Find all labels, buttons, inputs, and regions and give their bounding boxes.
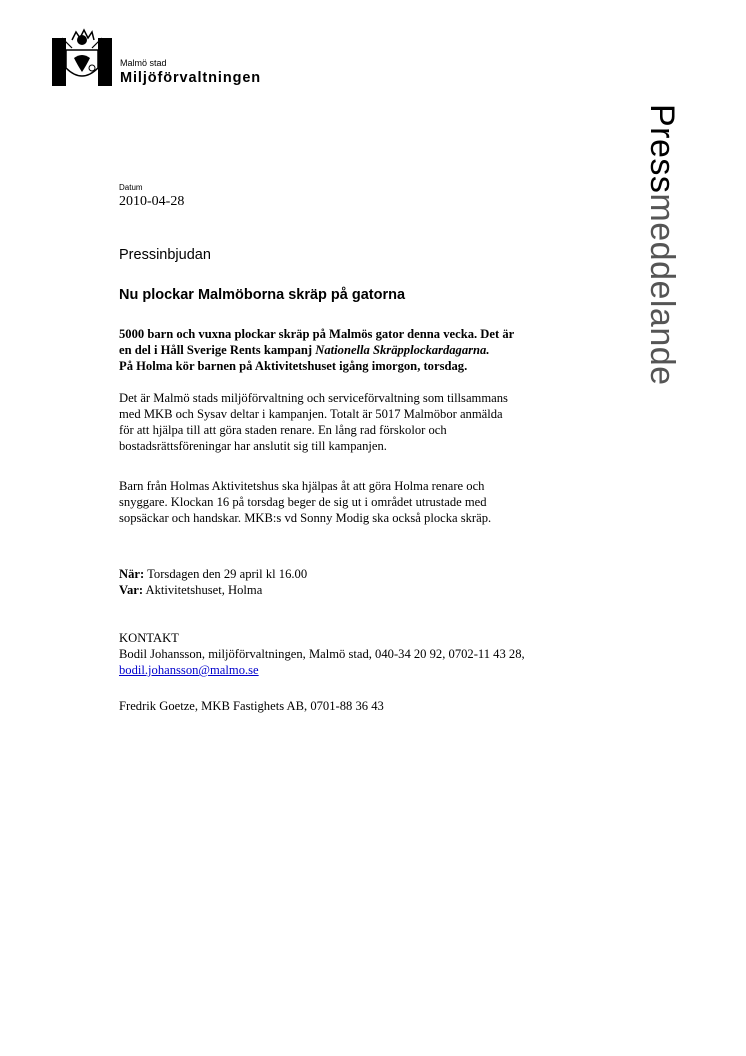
body-line: snyggare. Klockan 16 på torsdag beger de sig ut i området utrustade med — [119, 495, 487, 509]
date-label: Datum — [119, 183, 143, 192]
body-line: sopsäckar och handskar. MKB:s vd Sonny Modig ska också plocka skräp. — [119, 511, 492, 525]
contact-person-1: Bodil Johansson, miljöförvaltningen, Malmö stad, 040-34 20 92, 0702-11 43 28, — [119, 647, 525, 661]
body-line: bostadsrättsföreningar har anslutit sig till kampanjen. — [119, 439, 387, 453]
when-value: Torsdagen den 29 april kl 16.00 — [144, 567, 308, 581]
pressmeddelande-side-label — [642, 104, 682, 554]
contact-heading: KONTAKT — [119, 631, 179, 645]
body-line: Det är Malmö stads miljöförvaltning och serviceförvaltning som tillsammans — [119, 391, 508, 405]
lead-line: 5000 barn och vuxna plockar skräp på Malmös gator denna vecka. Det är — [119, 327, 515, 341]
lead-line: På Holma kör barnen på Aktivitetshuset igång imorgon, torsdag. — [119, 359, 468, 373]
side-label-light: meddelande — [643, 193, 681, 386]
lead-line-text: en del i Håll Sverige Rents kampanj — [119, 343, 316, 357]
body-line: för att hjälpa till att göra staden renare. En lång rad förskolor och — [119, 423, 447, 437]
body-paragraph-1 — [119, 390, 619, 454]
date-value: 2010-04-28 — [119, 194, 185, 209]
side-label-dark: Press — [643, 104, 681, 194]
org-subtitle: Malmö stad — [120, 58, 167, 68]
headline: Nu plockar Malmöborna skräp på gatorna — [119, 287, 406, 303]
where-label: Var: — [119, 583, 144, 597]
event-details — [119, 566, 619, 598]
contact-section — [119, 630, 619, 678]
contact-email-line — [119, 662, 619, 678]
body-paragraph-2 — [119, 478, 619, 526]
document-type: Pressinbjudan — [119, 247, 211, 263]
where-line — [119, 582, 619, 598]
body-line: Barn från Holmas Aktivitetshus ska hjälpas åt att göra Holma renare och — [119, 479, 485, 493]
when-label: När: — [119, 567, 145, 581]
campaign-name: Nationella Skräpplockardagarna. — [315, 343, 490, 357]
contact-person-2: Fredrik Goetze, MKB Fastighets AB, 0701-88 36 43 — [119, 699, 384, 713]
contact-email-link[interactable]: bodil.johansson@malmo.se — [119, 663, 259, 677]
where-value: Aktivitetshuset, Holma — [143, 583, 263, 597]
body-line: med MKB och Sysav deltar i kampanjen. Totalt är 5017 Malmöbor anmälda — [119, 407, 503, 421]
malmo-coat-of-arms-logo — [52, 28, 112, 86]
lead-line — [119, 342, 619, 358]
org-name: Miljöförvaltningen — [120, 70, 262, 86]
lead-paragraph — [119, 326, 619, 374]
when-line — [119, 566, 619, 582]
